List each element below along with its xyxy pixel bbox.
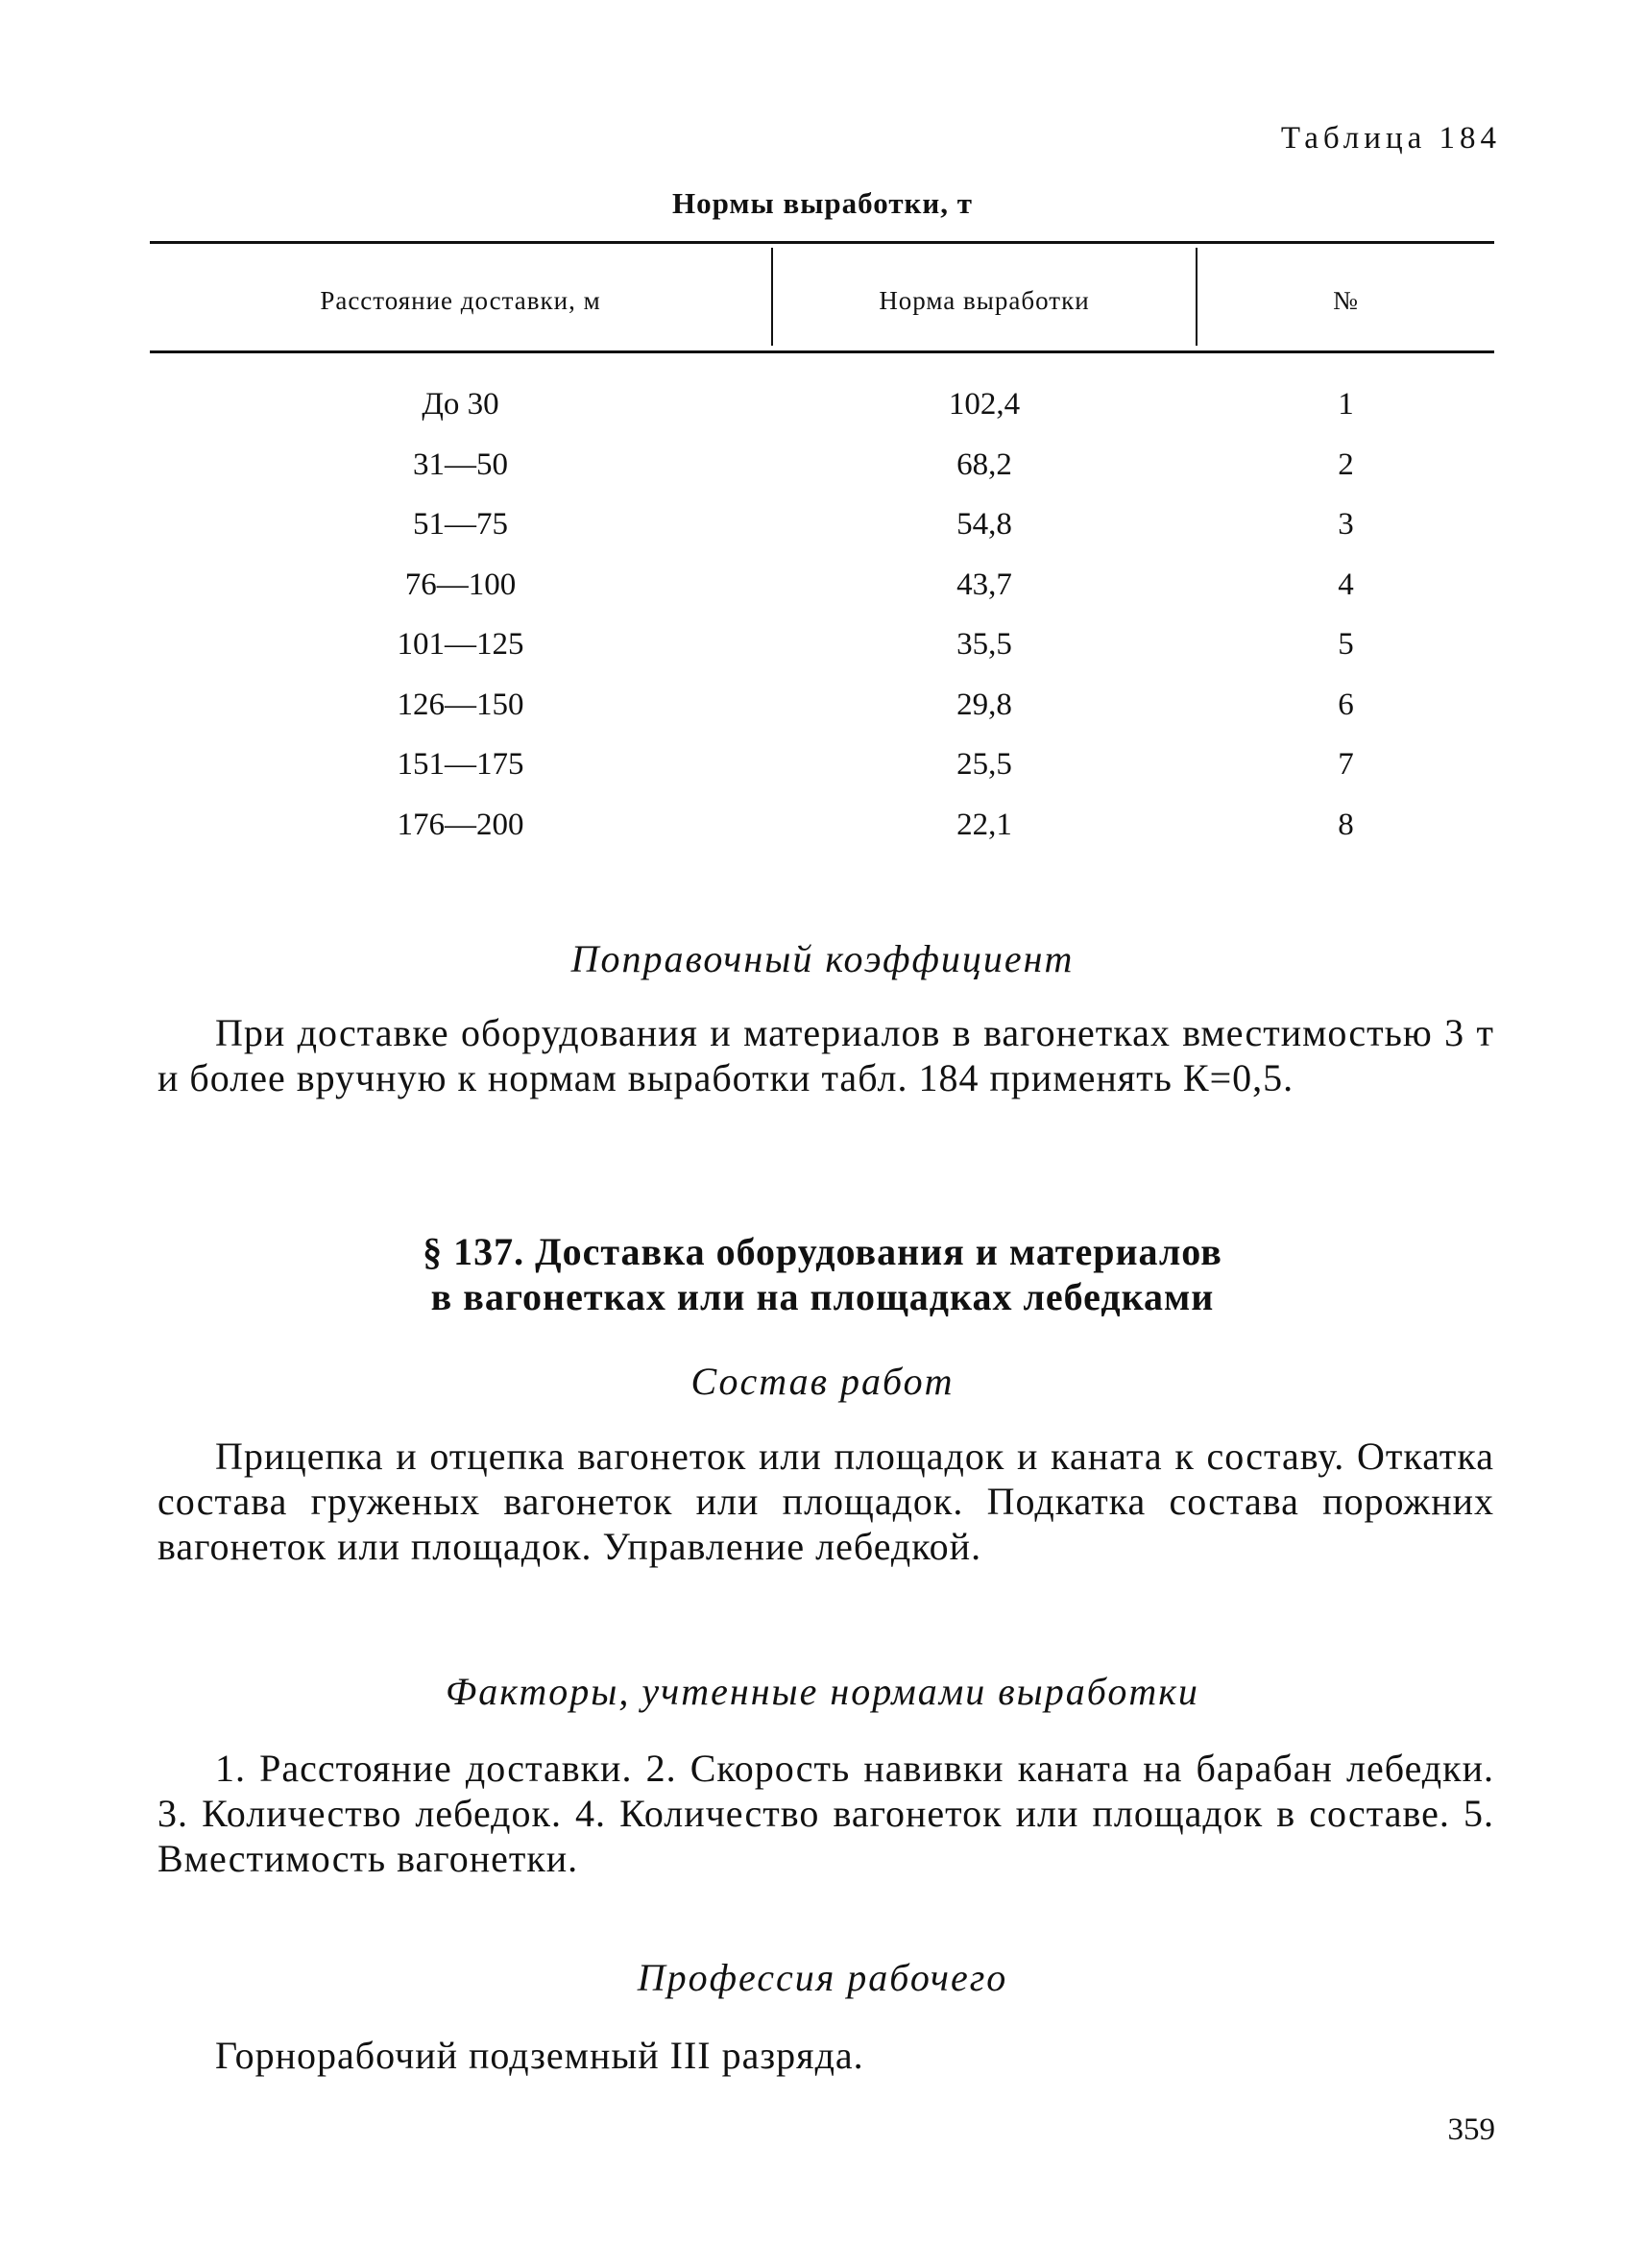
cell-distance: 51—75 bbox=[413, 507, 508, 542]
cell-number: 6 bbox=[1338, 687, 1354, 722]
cell-norm: 102,4 bbox=[948, 387, 1021, 422]
section-title bbox=[0, 1229, 1645, 1319]
table-row bbox=[150, 747, 1494, 808]
table-row bbox=[150, 688, 1494, 748]
header-distance: Расстояние доставки, м bbox=[320, 286, 601, 315]
cell-number: 1 bbox=[1338, 387, 1354, 422]
table-row bbox=[150, 387, 1494, 447]
cell-distance: До 30 bbox=[422, 387, 499, 422]
cell-number: 4 bbox=[1338, 567, 1354, 602]
cell-distance: 126—150 bbox=[397, 687, 524, 722]
profession-text: Горнорабочий подземный III разряда. bbox=[215, 2034, 864, 2077]
table-row bbox=[150, 627, 1494, 688]
table-label: Таблица 184 bbox=[1280, 121, 1501, 156]
cell-number: 7 bbox=[1338, 747, 1354, 782]
cell-distance: 176—200 bbox=[397, 807, 524, 842]
work-heading: Состав работ bbox=[690, 1360, 955, 1403]
cell-distance: 76—100 bbox=[404, 567, 517, 602]
cell-number: 3 bbox=[1338, 507, 1354, 542]
cell-norm: 43,7 bbox=[956, 567, 1012, 602]
factors-text: 1. Расстояние доставки. 2. Скорость навивки каната на барабан лебедки. 3. Количество лебедок. 4. Количество вагонеток или площадок в составе. 5. Вместимость вагонетки. bbox=[157, 1747, 1494, 1880]
table-row bbox=[150, 447, 1494, 508]
table-header-rule bbox=[150, 350, 1494, 353]
table-body bbox=[150, 387, 1494, 867]
cell-norm: 68,2 bbox=[956, 446, 1012, 482]
table-row bbox=[150, 507, 1494, 567]
table-top-rule bbox=[150, 241, 1494, 244]
correction-text: При доставке оборудования и материалов в вагонетках вместимостью 3 т и более вручную к нормам выработки табл. 184 применять К=0,5. bbox=[157, 1011, 1494, 1099]
header-number: № bbox=[1333, 286, 1359, 315]
cell-norm: 54,8 bbox=[956, 507, 1012, 542]
header-norm: Норма выработки bbox=[879, 286, 1090, 315]
table-title: Нормы выработки, т bbox=[672, 186, 973, 220]
section-title-line: § 137. Доставка оборудования и материалов bbox=[423, 1230, 1222, 1273]
cell-number: 2 bbox=[1338, 446, 1354, 482]
cell-number: 8 bbox=[1338, 807, 1354, 842]
cell-norm: 25,5 bbox=[956, 747, 1012, 782]
profession-heading: Профессия рабочего bbox=[637, 1956, 1008, 1999]
cell-distance: 31—50 bbox=[413, 446, 508, 482]
work-text: Прицепка и отцепка вагонеток или площадок и каната к составу. Откатка состава груженых вагонеток или площадок. Подкатка состава порожних вагонеток или площадок. Управление лебедкой. bbox=[157, 1435, 1494, 1568]
page-number: 359 bbox=[1447, 2112, 1495, 2147]
cell-number: 5 bbox=[1338, 627, 1354, 662]
table-row bbox=[150, 567, 1494, 628]
cell-distance: 151—175 bbox=[397, 747, 524, 782]
table-row bbox=[150, 808, 1494, 868]
cell-distance: 101—125 bbox=[397, 627, 524, 662]
section-title-line: в вагонетках или на площадках лебедками bbox=[430, 1275, 1215, 1318]
cell-norm: 29,8 bbox=[956, 687, 1012, 722]
cell-norm: 35,5 bbox=[956, 627, 1012, 662]
cell-norm: 22,1 bbox=[956, 807, 1012, 842]
correction-heading: Поправочный коэффициент bbox=[570, 937, 1075, 980]
factors-heading: Факторы, учтенные нормами выработки bbox=[446, 1670, 1199, 1713]
